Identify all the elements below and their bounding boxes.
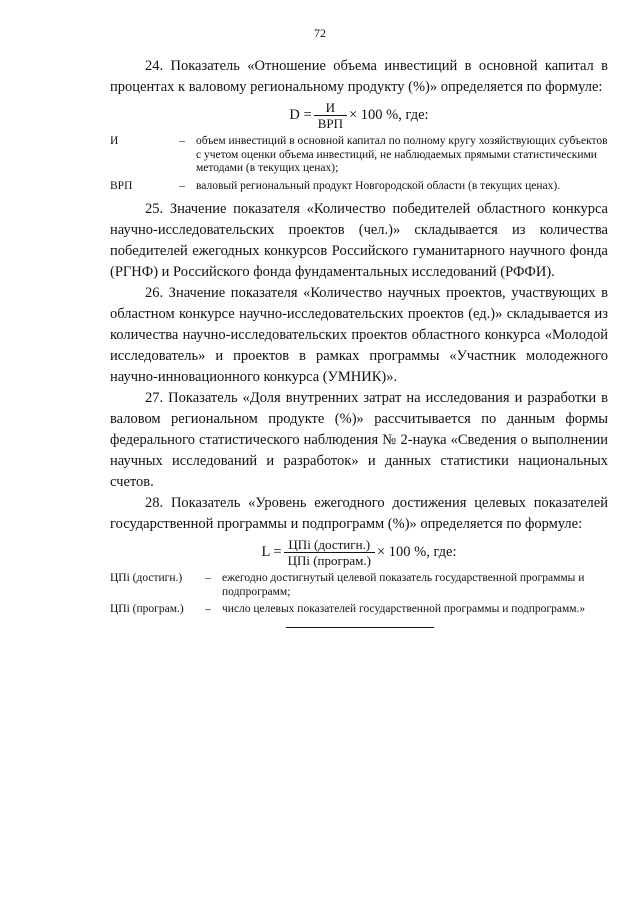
- definition-row: [110, 180, 608, 194]
- paragraph-28: 28. Показатель «Уровень ежегодного достижения целевых показателей государственной программы и подпрограмм (%)» определяется по формуле:: [110, 495, 608, 532]
- definition-row: [110, 135, 608, 176]
- paragraph-27: 27. Показатель «Доля внутренних затрат на исследования и разработки в валовом региональном продукте (%)» рассчитывается по данным формы федерального статистического наблюдения № 2-наука «Сведения о выполнении научных исследований и разработок» и данных статистики национальных счетов.: [110, 390, 608, 490]
- document-body: [110, 56, 608, 628]
- definition-term: ЦПi (достигн.): [110, 572, 183, 584]
- definitions-formula-1: [110, 135, 608, 193]
- formula-denominator: ЦПi (програм.): [284, 552, 375, 568]
- definition-row: [110, 603, 608, 617]
- definition-row: [110, 572, 608, 599]
- formula-fraction: [284, 537, 375, 568]
- formula-lhs: D =: [289, 107, 312, 123]
- formula-lhs: L =: [261, 544, 282, 560]
- definition-dash: –: [205, 603, 211, 615]
- definition-text: объем инвестиций в основной капитал по полному кругу хозяйствующих субъектов с учетом оценки объема инвестиций, не наблюдаемых прямыми статистическими методами (в текущих ценах);: [196, 135, 608, 174]
- definition-dash: –: [205, 572, 211, 584]
- definition-text: валовый региональный продукт Новгородской области (в текущих ценах).: [196, 179, 561, 192]
- formula-target-achievement: [110, 537, 608, 568]
- formula-fraction: [314, 100, 347, 131]
- end-divider: [286, 627, 434, 628]
- definition-text: число целевых показателей государственной программы и подпрограмм.»: [222, 603, 586, 615]
- formula-numerator: ЦПi (достигн.): [288, 537, 371, 552]
- paragraph-24: 24. Показатель «Отношение объема инвестиций в основной капитал в процентах к валовому региональному продукту (%)» определяется по формуле:: [110, 58, 608, 95]
- formula-investment-ratio: [110, 100, 608, 131]
- definition-text: ежегодно достигнутый целевой показатель государственной программы и подпрограмм;: [222, 572, 585, 598]
- definition-term: И: [110, 135, 119, 147]
- definition-dash: –: [179, 135, 185, 147]
- definition-term: ВРП: [110, 179, 133, 192]
- page-number: 72: [314, 26, 326, 40]
- formula-numerator: И: [325, 100, 336, 115]
- definition-term: ЦПi (програм.): [110, 603, 184, 615]
- formula-rhs: × 100 %, где:: [376, 544, 457, 560]
- paragraph-25: 25. Значение показателя «Количество победителей областного конкурса научно-исследовательских проектов (чел.)» складывается из количества победителей ежегодных конкурсов Российского гуманитарного научного фонда (РГНФ) и Российского фонда фундаментальных исследований (РФФИ).: [110, 201, 608, 280]
- definitions-formula-2: [110, 572, 608, 617]
- formula-rhs: × 100 %, где:: [349, 107, 429, 123]
- definition-dash: –: [179, 179, 185, 192]
- formula-denominator: ВРП: [314, 115, 347, 131]
- paragraph-26: 26. Значение показателя «Количество научных проектов, участвующих в областном конкурсе научно-исследовательских проектов (ед.)» складывается из количества научно-исследовательских проектов областного конкурса «Молодой исследователь» и проектов в рамках программы «Участник молодежного научно-инновационного конкурса (УМНИК)».: [110, 285, 608, 385]
